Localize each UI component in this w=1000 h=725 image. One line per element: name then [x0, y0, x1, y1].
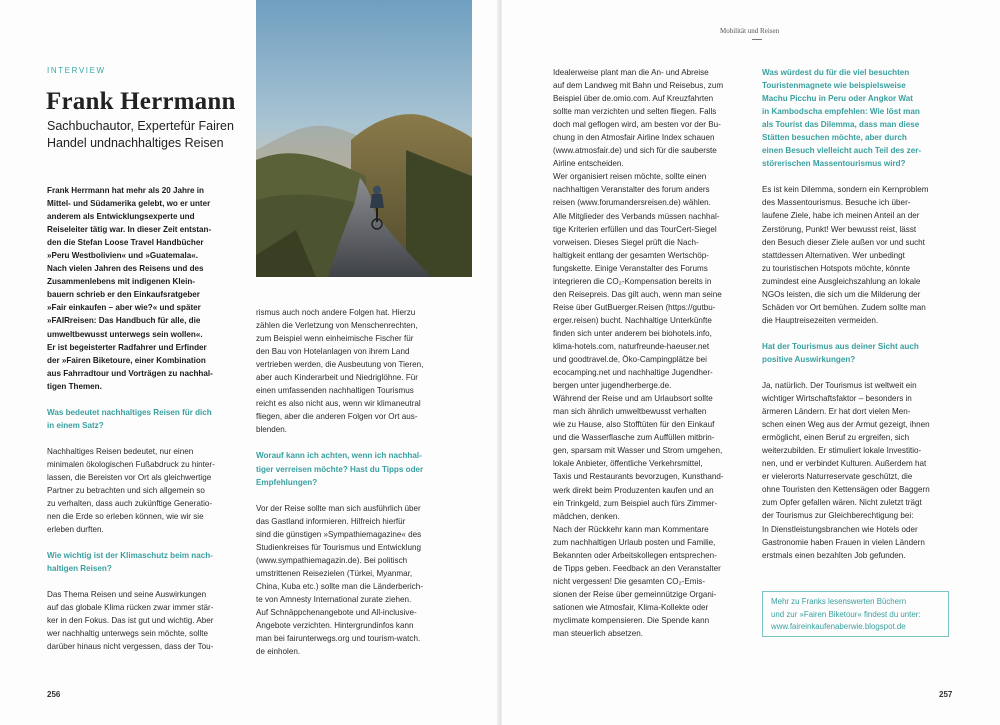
text-line: Wer organisiert reisen möchte, sollte einen — [553, 172, 707, 182]
left-page — [0, 0, 498, 725]
text-line: Nach vielen Jahren des Reisens und des — [47, 264, 204, 274]
text-line: Empfehlungen? — [256, 477, 318, 487]
text-line: finden sich unter anderem bei biohotels.info, — [553, 328, 712, 338]
column-4 — [762, 66, 962, 562]
column-3 — [553, 66, 753, 640]
text-line: zu touristischen Hotspots möchte, könnte — [762, 263, 911, 273]
text-line: Studienkreises für Tourismus und Entwicklung — [256, 542, 421, 552]
intro-paragraph — [47, 184, 247, 393]
running-head-rule — [752, 39, 762, 40]
text-line: Zusammenlebens mit indigenen Klein- — [47, 277, 195, 287]
text-line: haltigen Reisen? — [47, 564, 112, 574]
text-line: zum nachhaltigen Urlaub posten und Familie, — [553, 537, 716, 547]
text-line: ein Trinkgeld, zum Beispiel auch fürs Zimmer- — [553, 498, 718, 508]
text-line: Sachbuchautor, Experte — [47, 119, 181, 133]
text-line: zumindest eine Ausgleichszahlung an lokale — [762, 276, 921, 286]
text-line: Angebote verzichten. Hintergrundinfos kann — [256, 621, 414, 631]
question-3 — [256, 449, 456, 488]
text-line: den die Stefan Loose Travel Handbücher — [47, 238, 204, 248]
text-line: sationen wie Atmosfair, Klima-Kollekte oder — [553, 602, 709, 612]
text-line: www.faireinkaufenaberwie.blogspot.de — [771, 622, 906, 631]
text-line: Wie wichtig ist der Klimaschutz beim nach- — [47, 551, 213, 561]
text-line: blenden. — [256, 425, 288, 435]
text-line: Schäden vor Ort bemühen. Zudem sollte man — [762, 302, 926, 312]
text-line: der »Fairen Biketoure, einer Kombination — [47, 355, 206, 365]
text-line: sind die günstigen »Sympathiemagazine« des — [256, 529, 422, 539]
text-line: sollte man verzichten und selten fliegen. Falls — [553, 107, 717, 117]
text-line: vertrieben werden, die Ausbeutung von Tieren, — [256, 360, 424, 370]
interviewee-name: Frank Herrmann — [46, 88, 236, 115]
question-5 — [762, 340, 962, 366]
text-line: für Fairen Handel und — [47, 119, 234, 150]
text-line: Nachhaltiges Reisen bedeutet, nur einen — [47, 446, 194, 456]
text-line: chung in den Atmosfair Airline Index schauen — [553, 133, 715, 143]
question-4 — [762, 66, 962, 170]
text-line: in Kambodscha empfehlen: Wie löst man — [762, 107, 920, 117]
question-1 — [47, 406, 247, 432]
text-line: und goodtravel.de, Öko-Campingplätze bei — [553, 355, 707, 365]
text-line: schen einen Weg aus der Armut gezeigt, ihnen — [762, 420, 930, 430]
text-line: ermöglicht, einen Beruf zu ergreifen, sich — [762, 433, 910, 443]
cyclist-landscape-photo — [256, 0, 472, 277]
column-1 — [47, 184, 247, 654]
text-line: »FAIRreisen: Das Handbuch für alle, die — [47, 316, 201, 326]
text-line: lokale Anbieter, öffentliche Verkehrsmittel, — [553, 459, 703, 469]
text-line: mädchen, denken. — [553, 511, 620, 521]
text-line: zum Beispiel wenn einheimische Fischer für — [256, 334, 414, 344]
page-number-right: 257 — [939, 690, 953, 699]
answer-3 — [256, 502, 456, 659]
text-line: nen die Erde so erleben können, wie wir sie — [47, 512, 204, 522]
text-line: auf dem Landweg mit Bahn und Reisebus, zum — [553, 81, 724, 91]
text-line: Mehr zu Franks lesenswerten Büchern — [771, 597, 907, 606]
running-head: Mobilität und Reisen — [720, 27, 780, 35]
text-line: Ja, natürlich. Der Tourismus ist weltweit ein — [762, 380, 917, 390]
text-line: man steuerlich absetzen. — [553, 629, 643, 639]
text-line: ker in den Fokus. Das ist gut und wichtig. Aber — [47, 616, 214, 626]
text-line: des Massentourismus. Besuche ich über- — [762, 198, 911, 208]
text-line: Nach der Rückkehr kann man Kommentare — [553, 524, 709, 534]
text-line: aber auch Kinderarbeit und Niedriglöhne. Für — [256, 373, 418, 383]
text-line: nicht vergessen! Die gesamten CO₂-Emis- — [553, 576, 706, 586]
text-line: Während der Reise und am Urlaubsort sollte — [553, 394, 713, 404]
text-line: und zur »Fairen Biketour« findest du unter: — [771, 609, 921, 619]
text-line: de einholen. — [256, 647, 301, 657]
text-line: ohne Touristen den Kettensägen oder Baggern — [762, 485, 930, 495]
question-2 — [47, 549, 247, 575]
text-line: nachhaltigen Veranstalter des forum anders — [553, 185, 710, 195]
text-line: Stätten besuchen möchte, aber durch — [762, 133, 907, 143]
text-line: haltigkeit entlang der gesamten Wertschöp- — [553, 250, 709, 260]
text-line: Was bedeutet nachhaltiges Reisen für dich — [47, 407, 212, 417]
text-line: den Bau von Hotelanlagen von ihrem Land — [256, 347, 410, 357]
text-line: wichtiger Wirtschaftsfaktor – besonders in — [762, 394, 912, 404]
text-line: man sich ähnlich umweltbewusst verhalten — [553, 407, 707, 417]
text-line: Idealerweise plant man die An- und Abreise — [553, 68, 709, 77]
text-line: Zerstörung, Punkt! Wer bewusst reist, lässt — [762, 224, 917, 234]
text-line: ärmeren Ländern. Er hat dort vielen Men- — [762, 407, 911, 417]
text-line: doch mal geflogen wird, am besten vor der Bu- — [553, 120, 721, 130]
text-line: (www.sympathiemagazin.de). Bei politisch — [256, 555, 408, 565]
text-line: Er ist begeisterter Radfahrer und Erfinder — [47, 342, 207, 352]
answer-2 — [47, 588, 247, 653]
text-line: fungskette. Einige Veranstalter des Forums — [553, 263, 708, 273]
text-line: Touristenmagnete wie beispielsweise — [762, 81, 906, 91]
text-line: sionen der Reise über gemeinnützige Organi- — [553, 589, 717, 599]
text-line: Vor der Reise sollte man sich ausführlich über — [256, 503, 421, 513]
text-line: wie zu Hause, also Stofftüten für den Einkauf — [553, 420, 715, 430]
answer-1 — [47, 445, 247, 536]
text-line: störerischen Massentourismus wird? — [762, 159, 906, 169]
text-line: (www.atmosfair.de) und sich für die sauberste — [553, 146, 717, 156]
text-line: Airline entscheiden. — [553, 159, 624, 169]
text-line: man bei fairunterwegs.org und tourism-watch. — [256, 634, 421, 644]
text-line: lassen, die Bereisten vor Ort als gleichwertige — [47, 472, 212, 482]
text-line: tigen Themen. — [47, 381, 102, 391]
text-line: zählen die Verletzung von Menschenrechten, — [256, 321, 418, 331]
page-number-left: 256 — [47, 690, 61, 699]
text-line: myclimate kompensieren. Die Spende kann — [553, 615, 710, 625]
text-line: Mittel- und Südamerika gelebt, wo er unter — [47, 199, 211, 209]
text-line: zu verhalten, dass auch zukünftige Generatio- — [47, 499, 213, 509]
text-line: erger.reisen) bucht. Nachhaltige Unterkünfte — [553, 315, 712, 325]
text-line: erstmals einen bezahlten Job gefunden. — [762, 550, 906, 560]
text-line: weiterzubilden. Er stimuliert lokale Investitio- — [762, 446, 922, 456]
text-line: te von Amnesty International zurate ziehen. — [256, 594, 412, 604]
text-line: Was würdest du für die viel besuchten — [762, 68, 910, 77]
text-line: laufene Ziele, habe ich meinen Anteil an der — [762, 211, 920, 221]
text-line: China, Kuba etc.) sollte man die Länderberich- — [256, 581, 423, 591]
answer-3-continued — [553, 66, 753, 640]
text-line: bergen unter jugendherberge.de. — [553, 381, 672, 391]
text-line: fliegen, aber die anderen Folgen vor Ort aus- — [256, 412, 418, 422]
text-line: als Tourist das Dilemma, dass man diese — [762, 120, 920, 130]
text-line: rismus auch noch andere Folgen hat. Hierzu — [256, 308, 416, 317]
interviewee-subtitle — [47, 118, 247, 151]
text-line: einen umfassenden nachhaltigen Tourismus — [256, 386, 414, 396]
text-line: Reise über GutBuerger.Reisen (https://gutbu- — [553, 302, 716, 312]
text-line: Es ist kein Dilemma, sondern ein Kernproblem — [762, 185, 929, 195]
text-line: in einem Satz? — [47, 420, 104, 430]
text-line: Gastronomie haben Frauen in vielen Ländern — [762, 537, 925, 547]
text-line: integrieren die CO₂-Kompensation bereits in — [553, 276, 712, 286]
text-line: und die Wasserflasche zum Auffüllen mitbrin- — [553, 433, 715, 443]
text-line: auf das globale Klima rücken zwar immer stär- — [47, 603, 214, 613]
text-line: Taxis und Restaurants bevorzugen, Kunsthand- — [553, 472, 724, 482]
text-line: klima-hotels.com, naturfreunde-haeuser.net — [553, 341, 710, 351]
text-line: minimalen ökologischen Fußabdruck zu hinter- — [47, 459, 215, 469]
answer-4 — [762, 183, 962, 327]
answer-5 — [762, 379, 962, 562]
text-line: der Tourismus zur Gleichberechtigung bei: — [762, 511, 914, 521]
text-line: er vielerorts Naturreservate geschützt, die — [762, 472, 913, 482]
text-line: Beispiel über de.omio.com. Auf Kreuzfahrten — [553, 94, 714, 104]
text-line: den Reisepreis. Das gilt auch, wenn man seine — [553, 289, 722, 299]
section-kicker: INTERVIEW — [47, 66, 106, 75]
text-line: reisen (www.forumandersreisen.de) wählen. — [553, 198, 711, 208]
text-line: tige Kriterien erfüllen und das TourCert-Siegel — [553, 224, 717, 234]
text-line: nachhaltiges Reisen — [110, 135, 224, 150]
text-line: den Besuch dieser Ziele außen vor und sucht — [762, 237, 925, 247]
text-line: wer nachhaltig unterwegs sein möchte, sollte — [47, 629, 209, 639]
text-line: werk direkt beim Produzenten kaufen und an — [553, 485, 714, 495]
text-line: »Fair einkaufen – aber wie?« und später — [47, 303, 201, 313]
text-line: positive Auswirkungen? — [762, 354, 856, 364]
text-line: gen, sparsam mit Wasser und Strom umgehen, — [553, 446, 723, 456]
text-line: Alle Mitglieder des Verbands müssen nachhal- — [553, 211, 720, 221]
text-line: Partner zu betrachten und sich allgemein so — [47, 485, 205, 495]
text-line: umweltbewusst unterwegs sein wollen«. — [47, 329, 203, 339]
text-line: zum Opfer gefallen wären. Nicht zuletzt trägt — [762, 498, 922, 508]
text-line: aus Fahrradtour und Vorträgen zu nachhal- — [47, 368, 213, 378]
text-line: stattdessen Alternativen. Wer unbedingt — [762, 250, 905, 260]
further-reading-box — [762, 591, 949, 637]
text-line: tiger verreisen möchte? Hast du Tipps oder — [256, 464, 424, 474]
text-line: Frank Herrmann hat mehr als 20 Jahre in — [47, 186, 204, 195]
text-line: Reiseleiter tätig war. In dieser Zeit entstan- — [47, 225, 212, 235]
text-line: bauern schrieb er den Einkaufsratgeber — [47, 290, 200, 300]
text-line: Auf Schnäppchenangebote und All-inclusive- — [256, 607, 417, 617]
text-line: Bekannten oder Arbeitskollegen entsprechen- — [553, 550, 717, 560]
text-line: Worauf kann ich achten, wenn ich nachhal- — [256, 451, 422, 461]
text-line: vorweisen. Dieses Siegel prüft die Nach- — [553, 237, 699, 247]
text-line: anderem als Entwicklungsexperte und — [47, 212, 195, 222]
text-line: de Tipps geben. Feedback an den Veranstalter — [553, 563, 721, 573]
text-line: die Hauptreisezeiten vermeiden. — [762, 315, 879, 325]
text-line: NGOs leisten, die sich um die Milderung der — [762, 289, 921, 299]
text-line: das Gastland informieren. Hilfreich hierfür — [256, 516, 406, 526]
text-line: Hat der Tourismus aus deiner Sicht auch — [762, 341, 919, 351]
text-line: erleben durften. — [47, 525, 104, 535]
text-line: ecocamping.net und nachhaltige Jugendher- — [553, 368, 713, 378]
text-line: umstrittenen Reisezielen (Türkei, Myanmar, — [256, 568, 413, 578]
text-line: nen, und er verbindet Kulturen. Außerdem hat — [762, 459, 927, 469]
text-line: einen Besuch vielleicht auch Teil des zer- — [762, 146, 922, 156]
text-line: darüber hinaus nicht vergessen, dass der Tou- — [47, 642, 214, 652]
text-line: Das Thema Reisen und seine Auswirkungen — [47, 590, 207, 600]
text-line: »Peru Westbolivien« und »Guatemala«. — [47, 251, 198, 261]
column-2 — [256, 306, 456, 658]
answer-2-continued — [256, 306, 456, 436]
text-line: In Dienstleistungsbranchen wie Hotels oder — [762, 524, 918, 534]
text-line: reicht es also nicht aus, wenn wir klimaneutral — [256, 399, 421, 409]
text-line: Machu Picchu in Peru oder Angkor Wat — [762, 94, 913, 104]
